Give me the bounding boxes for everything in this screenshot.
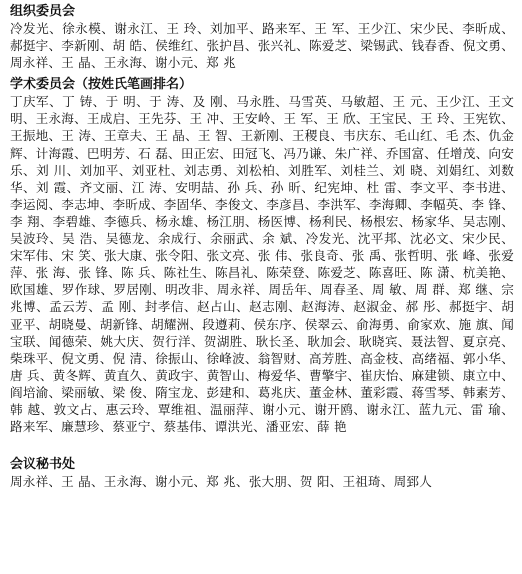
organizing-committee-members: 冷发光、徐永模、谢永江、王 玲、刘加平、路来军、王 军、王少江、宋少民、李昕成、郝挺宇、李新刚、胡 皓、侯维红、张护昌、张兴礼、陈爱芝、梁锡武、钱春香、倪文勇、周永祥、王 晶、王永海、谢小元、郑 兆 xyxy=(10,21,514,71)
secretariat-title: 会议秘书处 xyxy=(10,457,76,473)
organizing-committee-title: 组织委员会 xyxy=(10,4,76,19)
academic-committee-members: 丁庆军、丁 铸、于 明、于 涛、及 刚、马永胜、马雪英、马敏超、王 元、王少江、王文明、王永海、王成启、王先芬、王 冲、王安岭、王 军、王 欣、王宝民、王 玲、王宪钦、王振地、王 涛、王章夫、王 晶、王 智、王新刚、王稷良、韦庆东、毛山红、毛 杰、仇金辉、计海霞、巴明芳、石 磊、田正宏、田冠飞、冯乃谦、朱广祥、乔国富、任增茂、向安乐、刘 川、刘加平、刘亚杜、刘志勇、刘松柏、刘胜军、刘桂兰、刘 晓、刘娟红、刘数华、刘 霞、齐文丽、江 涛、安明喆、孙 兵、孙 昕、纪宪坤、杜 雷、李文平、李书进、李运阅、李志坤、李昕成、李固华、李俊文、李彦昌、李洪军、李海卿、李幅英、李 锋、李 翔、李碧雄、李德兵、杨永雄、杨江朋、杨医博、杨利民、杨根宏、杨家华、吴志刚、吴波玲、吴 浩、吴德龙、余成行、余丽武、余 斌、冷发光、沈平邦、沈必文、宋少民、宋军伟、宋 笑、张大康、张令阳、张文亮、张 伟、张良奇、张 禹、张哲明、张 峰、张爱萍、张 海、张 锋、陈 兵、陈社生、陈昌礼、陈荣登、陈爱芝、陈喜旺、陈 潇、杭美艳、欧国雄、罗作球、罗居刚、明改非、周永祥、周岳年、周春圣、周 敏、周 群、郑 继、宗兆博、孟云芳、孟 刚、封孝信、赵占山、赵志刚、赵海涛、赵淑金、郝 彤、郝挺宇、胡亚平、胡晓曼、胡新锋、胡耀洲、段遵莉、侯东序、侯翠云、俞海勇、俞家欢、施 旗、闻宝联、闻德荣、姚大庆、贺行洋、贺湖胜、耿长圣、耿加会、耿晓宾、聂法智、夏京亮、柴珠平、倪文勇、倪 清、徐振山、徐峰波、翁智财、高芳胜、高金枝、高绪福、郭小华、唐 兵、黄冬辉、黄直久、黄政宇、黄智山、梅爱华、曹擎宇、崔庆怡、麻建锁、康立中、阎培渝、梁丽敏、梁 俊、隋宝龙、彭建和、葛兆庆、董金林、董彩霞、蒋雪琴、韩素芳、韩 越、敦文占、惠云玲、覃维祖、温丽萍、谢小元、谢开鸥、谢永江、蓝九元、雷 瑜、路来军、廉慧珍、蔡亚宁、蔡基伟、谭洪光、潘亚宏、薛 艳 xyxy=(10,94,514,435)
section-spacer xyxy=(10,435,514,457)
secretariat-members: 周永祥、王 晶、王永海、谢小元、郑 兆、张大朋、贺 阳、王祖琦、周郅人 xyxy=(10,474,433,490)
academic-committee-title: 学术委员会（按姓氏笔画排名） xyxy=(10,77,193,93)
